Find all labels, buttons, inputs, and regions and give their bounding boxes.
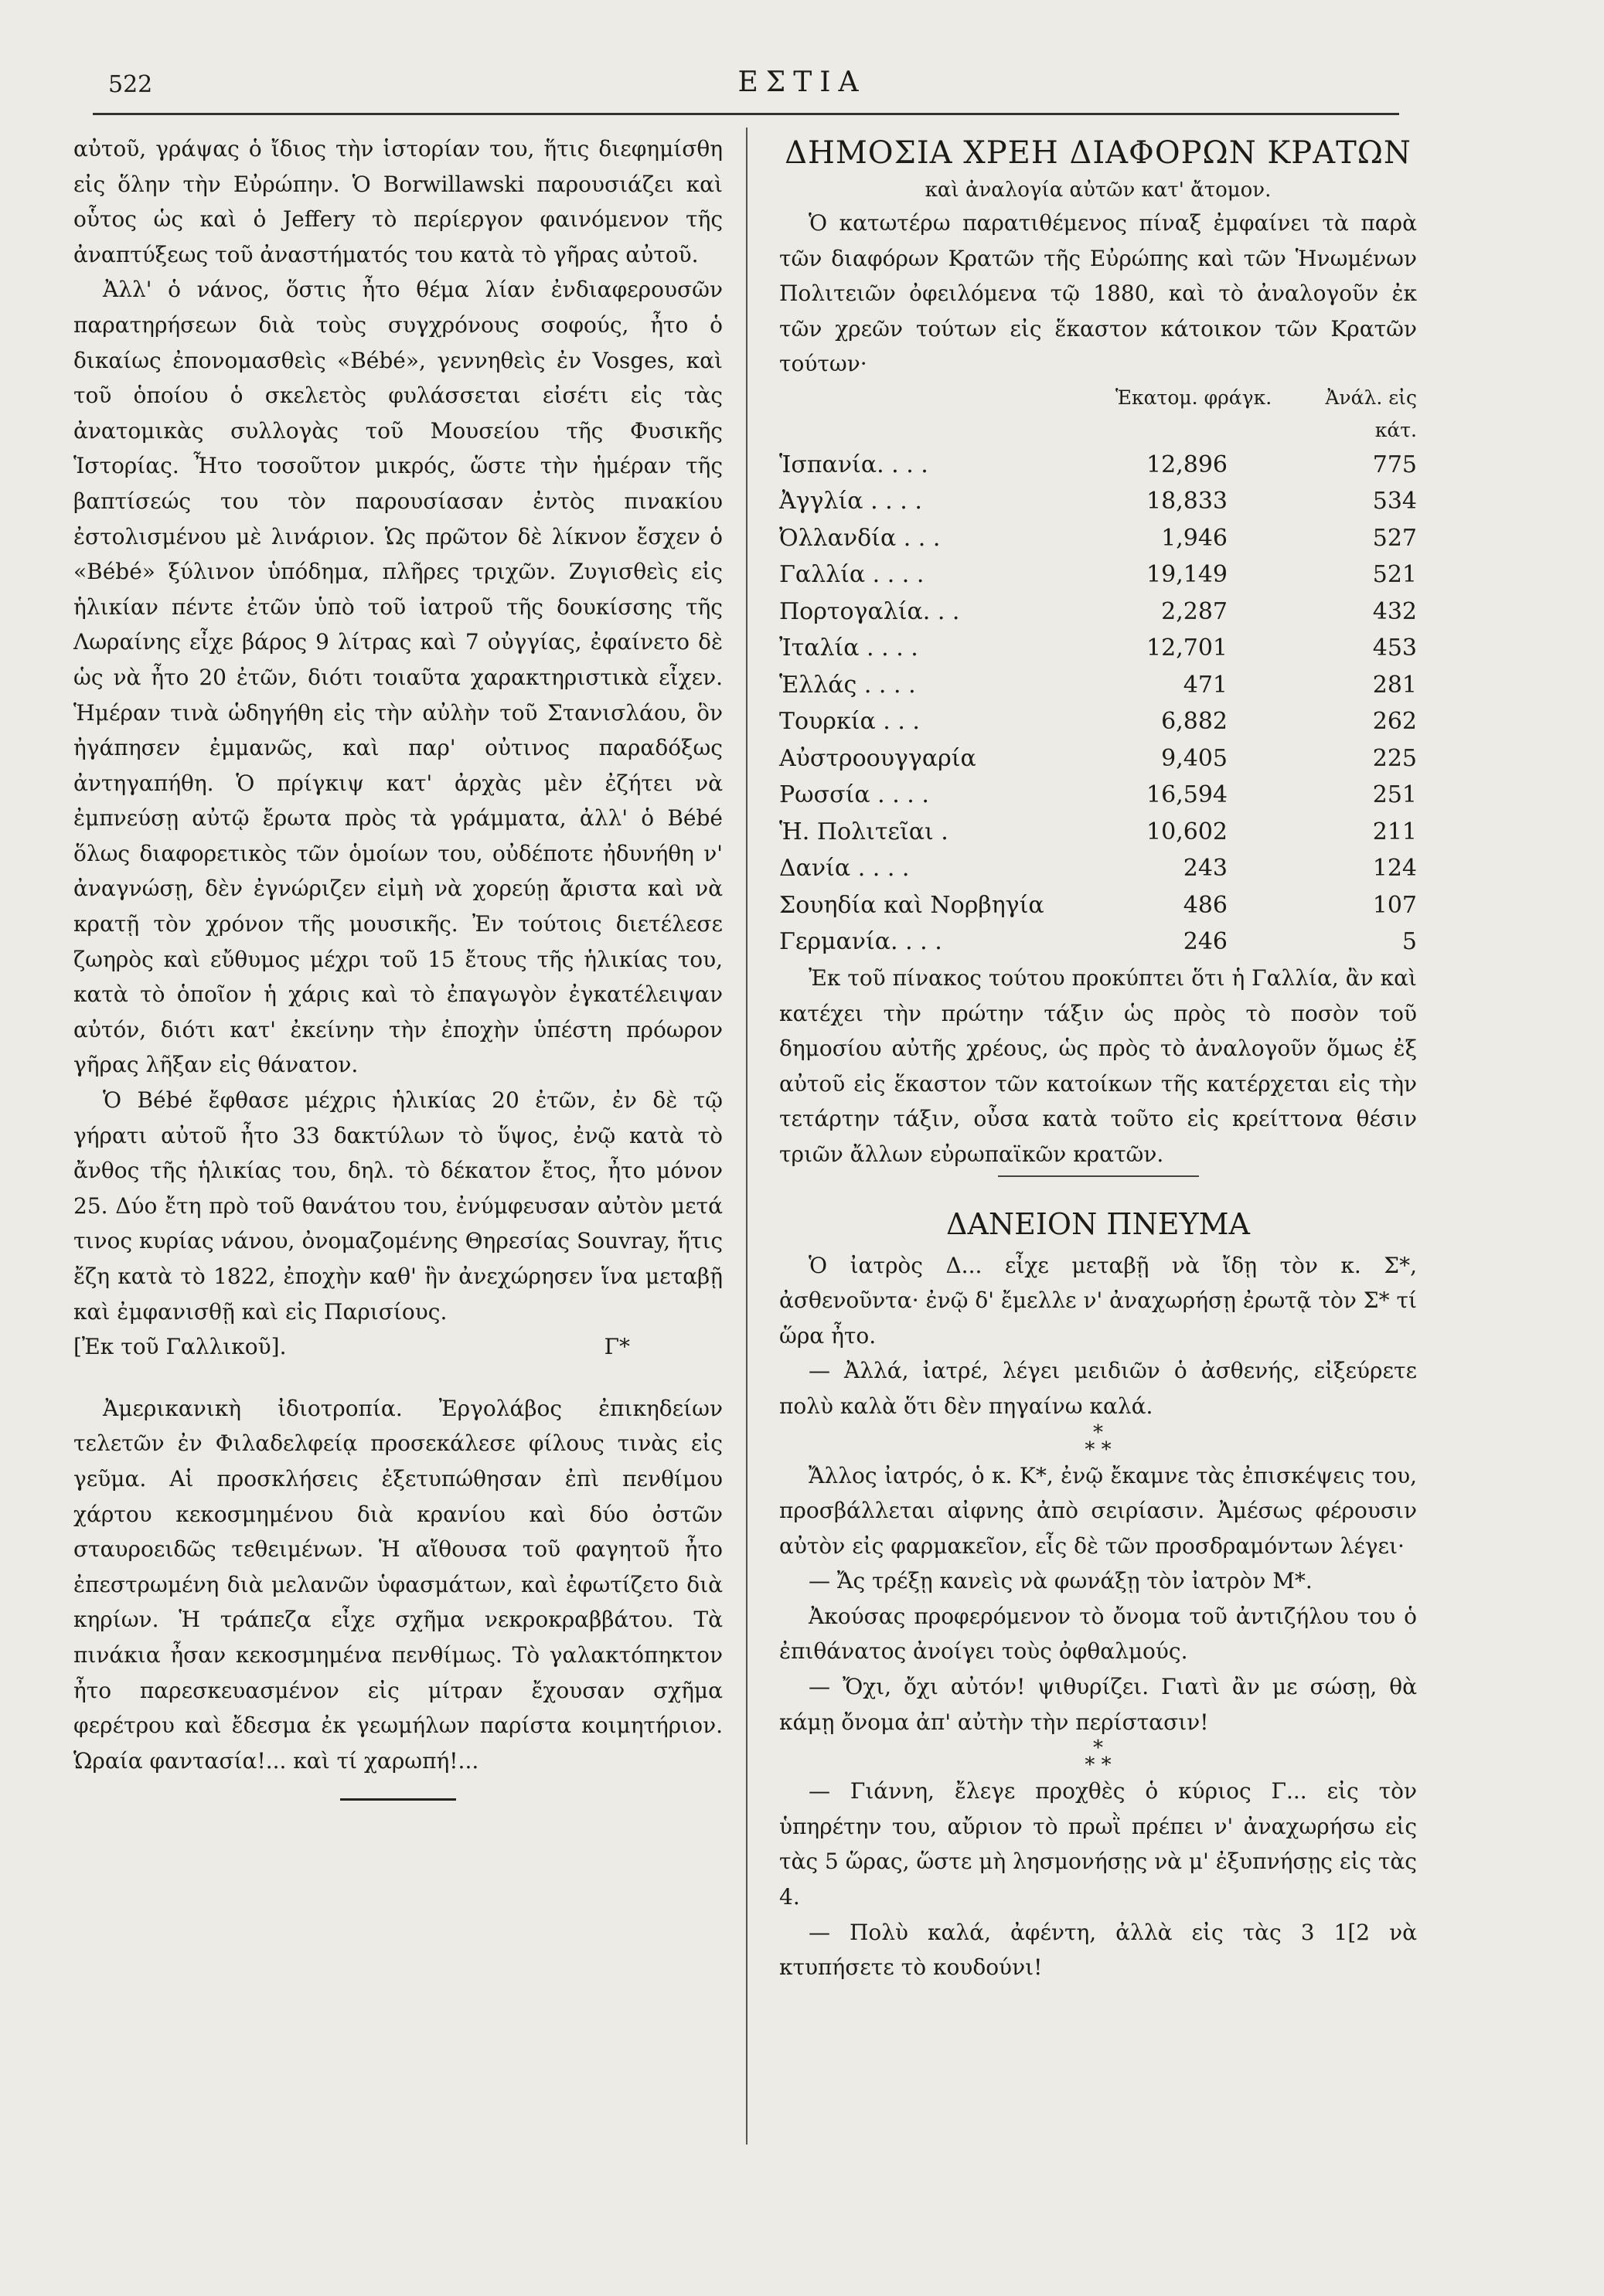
per-capita-cell: 107: [1372, 891, 1417, 919]
right-column: [779, 131, 1417, 1985]
total-cell: 10,602: [1146, 818, 1228, 845]
table-row: [779, 447, 1417, 484]
per-capita-cell: 775: [1372, 451, 1417, 478]
left-column: [73, 131, 723, 1801]
debts-intro: Ὁ κατωτέρω παρατιθέμενος πίναξ ἐμφαίνει τὰ παρὰ τῶν διαφόρων Κρατῶν τῆς Εὐρώπης καὶ τῶν Ἡνωμένων Πολιτειῶν ὀφειλόμενα τῷ 1880, καὶ τὸ ἀναλογοῦν ἐκ τῶν χρεῶν τούτων εἰς ἕκαστον κάτοικον τῶν Κρατῶν τούτων·: [779, 210, 1417, 377]
table-row: [779, 850, 1417, 887]
table-row: [779, 520, 1417, 557]
table-row: [779, 594, 1417, 631]
total-cell: 6,882: [1161, 708, 1228, 736]
table-row: [779, 814, 1417, 851]
country-cell: Γερμανία. . . .: [779, 928, 942, 956]
debts-subtitle: καὶ ἀναλογία αὐτῶν κατ' ἄτομον.: [925, 179, 1272, 202]
table-row: [779, 740, 1417, 777]
total-cell: 12,701: [1146, 634, 1228, 662]
country-cell: Αὐστροουγγαρία: [779, 744, 976, 772]
per-capita-cell: 453: [1372, 634, 1417, 662]
total-cell: 9,405: [1161, 744, 1228, 772]
per-capita-cell: 262: [1372, 708, 1417, 736]
total-cell: 16,594: [1146, 781, 1228, 809]
total-cell: 243: [1183, 855, 1228, 883]
table-header: [779, 382, 1417, 447]
paragraph-bebe-end: Ὁ Bébé ἔφθασε μέχρις ἡλικίας 20 ἐτῶν, ἐν δὲ τῷ γήρατι αὐτοῦ ἦτο 33 δακτύλων τὸ ὕψος, ἐνῷ κατὰ τὸ ἄνθος τῆς ἡλικίας του, δηλ. τὸ δέκατον ἔτος, ἦτο μόνον 25. Δύο ἔτη πρὸ τοῦ θανάτου του, ἐνύμφευσαν αὐτὸν μετά τινος κυρίας νάνου, ὀνομαζομένης Θηρεσίας Souvray, ἥτις ἔζη κατὰ τὸ 1822, ἐποχὴν καθ' ἣν ἀνεχώρησεν ἵνα μεταβῇ καὶ ἐμφανισθῇ καὶ εἰς Παρισίους.: [73, 1087, 723, 1325]
total-cell: 2,287: [1161, 597, 1228, 625]
country-cell: Ὀλλανδία . . .: [779, 524, 941, 552]
per-capita-cell: 211: [1372, 818, 1417, 845]
header-rule: [93, 113, 1399, 115]
separator-star: *: [1093, 1420, 1103, 1444]
col-header-total: Ἑκατομ. φράγκ.: [1115, 386, 1272, 409]
total-cell: 18,833: [1146, 488, 1228, 515]
source-note: [Ἐκ τοῦ Γαλλικοῦ].: [73, 1334, 287, 1360]
separator-stars: * *: [1085, 1437, 1112, 1461]
table-row: [779, 667, 1417, 704]
country-cell: Γαλλία . . . .: [779, 561, 925, 589]
per-capita-cell: 251: [1372, 781, 1417, 809]
table-row: [779, 556, 1417, 594]
table-row: [779, 924, 1417, 961]
debts-table: [779, 447, 1417, 961]
table-row: [779, 483, 1417, 520]
joke1-setup: Ὁ ἰατρὸς Δ... εἶχε μεταβῇ νὰ ἴδῃ τὸν κ. Σ*, ἀσθενοῦντα· ἐνῷ δ' ἔμελλε ν' ἀναχωρήσῃ ἐρωτᾷ τὸν Σ* τί ὥρα ἦτο.: [779, 1252, 1417, 1349]
separator-star: *: [1093, 1736, 1103, 1760]
table-row: [779, 703, 1417, 740]
per-capita-cell: 534: [1372, 488, 1417, 515]
column-divider: [746, 128, 748, 2145]
country-cell: Ἱσπανία. . . .: [779, 451, 928, 478]
total-cell: 246: [1183, 928, 1228, 956]
table-row: [779, 630, 1417, 667]
debts-conclusion: Ἐκ τοῦ πίνακος τούτου προκύπτει ὅτι ἡ Γαλλία, ἂν καὶ κατέχει τὴν πρώτην τάξιν ὡς πρὸς τὸ ποσὸν τοῦ δημοσίου αὐτῆς χρέους, ὡς πρὸς τὸ ἀναλογοῦν ὅμως ἐξ αὐτοῦ εἰς ἕκαστον τῶν κατοίκων τῆς κατέρχεται εἰς τὴν τετάρτην τάξιν, οὖσα κατὰ τοῦτο εἰς κρείττονα θέσιν τριῶν ἄλλων εὐρωπαϊκῶν κρατῶν.: [779, 964, 1417, 1167]
country-cell: Ἡ. Πολιτεῖαι .: [779, 818, 948, 845]
total-cell: 12,896: [1146, 451, 1228, 478]
per-capita-cell: 124: [1372, 855, 1417, 883]
joke1-punchline: — Ἀλλά, ἰατρέ, λέγει μειδιῶν ὁ ἀσθενής, εἰξεύρετε πολὺ καλὰ ὅτι δὲν πηγαίνω καλά.: [779, 1358, 1417, 1419]
per-capita-cell: 432: [1372, 597, 1417, 625]
joke2-line1: — Ἄς τρέξῃ κανεὶς νὰ φωνάξῃ τὸν ἰατρὸν Μ*.: [809, 1568, 1313, 1594]
paragraph-american: Ἀμερικανικὴ ἰδιοτροπία. Ἐργολάβος ἐπικηδείων τελετῶν ἐν Φιλαδελφείᾳ προσεκάλεσε φίλους τινὰς εἰς γεῦμα. Αἱ προσκλήσεις ἐξετυπώθησαν ἐπὶ πενθίμου χάρτου κεκοσμημένου διὰ κρανίου καὶ δύο ὀστῶν σταυροειδῶς τεθειμένων. Ἡ αἴθουσα τοῦ φαγητοῦ ἦτο ἐπεστρωμένη διὰ μελανῶν ὑφασμάτων, καὶ ἐφωτίζετο διὰ κηρίων. Ἡ τράπεζα εἶχε σχῆμα νεκροκραββάτου. Τὰ πινάκια ἦσαν κεκοσμημένα πενθίμως. Τὸ γαλακτόπηκτον ἦτο παρεσκευασμένον εἰς μίτραν ἔχουσαν σχῆμα φερέτρου καὶ ἔδεσμα ἐκ γεωμήλων παρίστα κοιμητήριον. Ὡραία φαντασία!... καὶ τί χαρωπή!...: [73, 1395, 723, 1774]
end-rule: [340, 1798, 456, 1801]
joke2-punchline: — Ὄχι, ὄχι αὐτόν! ψιθυρίζει. Γιατὶ ἂν με σώσῃ, θὰ κάμῃ ὄνομα ἀπ' αὐτὴν τὴν περίστασιν!: [779, 1674, 1417, 1735]
joke3-setup: — Γιάννη, ἔλεγε προχθὲς ὁ κύριος Γ... εἰς τὸν ὑπηρέτην του, αὔριον τὸ πρωῒ πρέπει ν' ἀναχωρήσω εἰς τὰς 5 ὥρας, ὥστε μὴ λησμονήσῃς νὰ μ' ἐξυπνήσῃς εἰς τὰς 4.: [779, 1778, 1417, 1910]
joke2-setup: Ἄλλος ἰατρός, ὁ κ. Κ*, ἐνῷ ἔκαμνε τὰς ἐπισκέψεις του, προσβάλλεται αἰφνης ἀπὸ σειρίασιν. Ἀμέσως φέρουσιν αὐτὸν εἰς φαρμακεῖον, εἷς δὲ τῶν προσδραμόντων λέγει·: [779, 1462, 1417, 1559]
author-signature: Γ*: [604, 1334, 630, 1360]
per-capita-cell: 225: [1372, 744, 1417, 772]
joke2-line2: Ἀκούσας προφερόμενον τὸ ὄνομα τοῦ ἀντιζήλου του ὁ ἐπιθάνατος ἀνοίγει τοὺς ὀφθαλμούς.: [779, 1603, 1417, 1665]
country-cell: Σουηδία καὶ Νορβηγία: [779, 891, 1044, 919]
table-row: [779, 887, 1417, 924]
section-rule: [998, 1175, 1199, 1177]
page-number: 522: [108, 71, 153, 98]
source-line: [73, 1329, 723, 1365]
debts-title: ΔΗΜΟΣΙΑ ΧΡΕΗ ΔΙΑΦΟΡΩΝ ΚΡΑΤΩΝ: [785, 135, 1412, 171]
jokes-title: ΔΑΝΕΙΟΝ ΠΝΕΥΜΑ: [946, 1206, 1250, 1241]
total-cell: 471: [1183, 671, 1228, 699]
country-cell: Πορτογαλία. . .: [779, 597, 960, 625]
total-cell: 19,149: [1146, 561, 1228, 589]
total-cell: 486: [1183, 891, 1228, 919]
total-cell: 1,946: [1161, 524, 1228, 552]
country-cell: Δανία . . . .: [779, 855, 910, 883]
table-row: [779, 777, 1417, 814]
country-cell: Ἑλλάς . . . .: [779, 671, 916, 699]
per-capita-cell: 521: [1372, 561, 1417, 589]
col-header-per-capita: Ἀνάλ. εἰς κάτ.: [1325, 386, 1417, 441]
country-cell: Ἀγγλία . . . .: [779, 488, 922, 515]
per-capita-cell: 527: [1372, 524, 1417, 552]
country-cell: Τουρκία . . .: [779, 708, 920, 736]
journal-title: ΕΣΤΙΑ: [737, 66, 867, 98]
per-capita-cell: 281: [1372, 671, 1417, 699]
joke3-punchline: — Πολὺ καλά, ἀφέντη, ἀλλὰ εἰς τὰς 3 1[2 νὰ κτυπήσετε τὸ κουδούνι!: [779, 1919, 1417, 1981]
paragraph-bebe: Ἀλλ' ὁ νάνος, ὅστις ἦτο θέμα λίαν ἐνδιαφερουσῶν παρατηρήσεων διὰ τοὺς συγχρόνους σοφούς, ἦτο ὁ δικαίως ἐπονομασθεὶς «Bébé», γεννηθεὶς ἐν Vosges, καὶ τοῦ ὁποίου ὁ σκελετὸς φυλάσσεται εἰσέτι εἰς τὰς ἀνατομικὰς συλλογὰς τοῦ Μουσείου τῆς Φυσικῆς Ἱστορίας. Ἦτο τοσοῦτον μικρός, ὥστε τὴν ἡμέραν τῆς βαπτίσεώς του τὸν παρουσίασαν ἐντὸς πινακίου ἐστολισμένου μὲ λινάριον. Ὡς πρῶτον δὲ λίκνον ἔσχεν ὁ «Bébé» ξύλινον ὑπόδημα, πλῆρες τριχῶν. Ζυγισθεὶς εἰς ἡλικίαν πέντε ἐτῶν ὑπὸ τοῦ ἰατροῦ τῆς δουκίσσης τῆς Λωραίνης εἶχε βάρος 9 λίτρας καὶ 7 οὐγγίας, ἐφαίνετο δὲ ὡς νὰ ἦτο 20 ἐτῶν, διότι τοιαῦτα χαρακτηριστικὰ εἶχεν. Ἡμέραν τινὰ ὡδηγήθη εἰς τὴν αὐλὴν τοῦ Στανισλάου, ὃν ἠγάπησεν ἐμμανῶς, καὶ παρ' οὐτινος παραδόξως ἀντηγαπήθη. Ὁ πρίγκιψ κατ' ἀρχὰς μὲν ἐζήτει νὰ ἐμπνεύσῃ αὐτῷ ἔρωτα πρὸς τὰ γράμματα, ἀλλ' ὁ Bébé ὅλως διαφορετικὸς τῶν ὁμοίων του, οὐδέποτε ἠδυνήθη ν' ἀναγνώσῃ, δὲν ἐγνώριζεν εἰμὴ νὰ χορεύῃ ἄριστα καὶ νὰ κρατῇ τὸν χρόνον τῆς μουσικῆς. Ἐν τούτοις διετέλεσε ζωηρὸς καὶ εὔθυμος μέχρι τοῦ 15 ἔτους τῆς ἡλικίας του, κατὰ τὸ ὁποῖον ἡ χάρις καὶ τὸ ἐπαγωγὸν ἐγκατέλειψαν αὐτόν, διότι κατ' ἐκείνην τὴν ἐποχὴν ὑπέστη πρόωρον γῆρας λῆξαν εἰς θάνατον.: [73, 277, 723, 1078]
country-cell: Ἰταλία . . . .: [779, 634, 918, 662]
per-capita-cell: 5: [1401, 928, 1417, 956]
paragraph-continuation: αὐτοῦ, γράψας ὁ ἴδιος τὴν ἱστορίαν του, ἥτις διεφημίσθη εἰς ὅλην τὴν Εὐρώπην. Ὁ Borwillawski παρουσιάζει καὶ οὗτος ὡς καὶ ὁ Jeffery τὸ περίεργον φαινόμενον τῆς ἀναπτύξεως τοῦ ἀναστήματός του κατὰ τὸ γῆρας αὐτοῦ.: [73, 136, 723, 267]
country-cell: Ρωσσία . . . .: [779, 781, 929, 809]
separator-stars: * *: [1085, 1753, 1112, 1777]
